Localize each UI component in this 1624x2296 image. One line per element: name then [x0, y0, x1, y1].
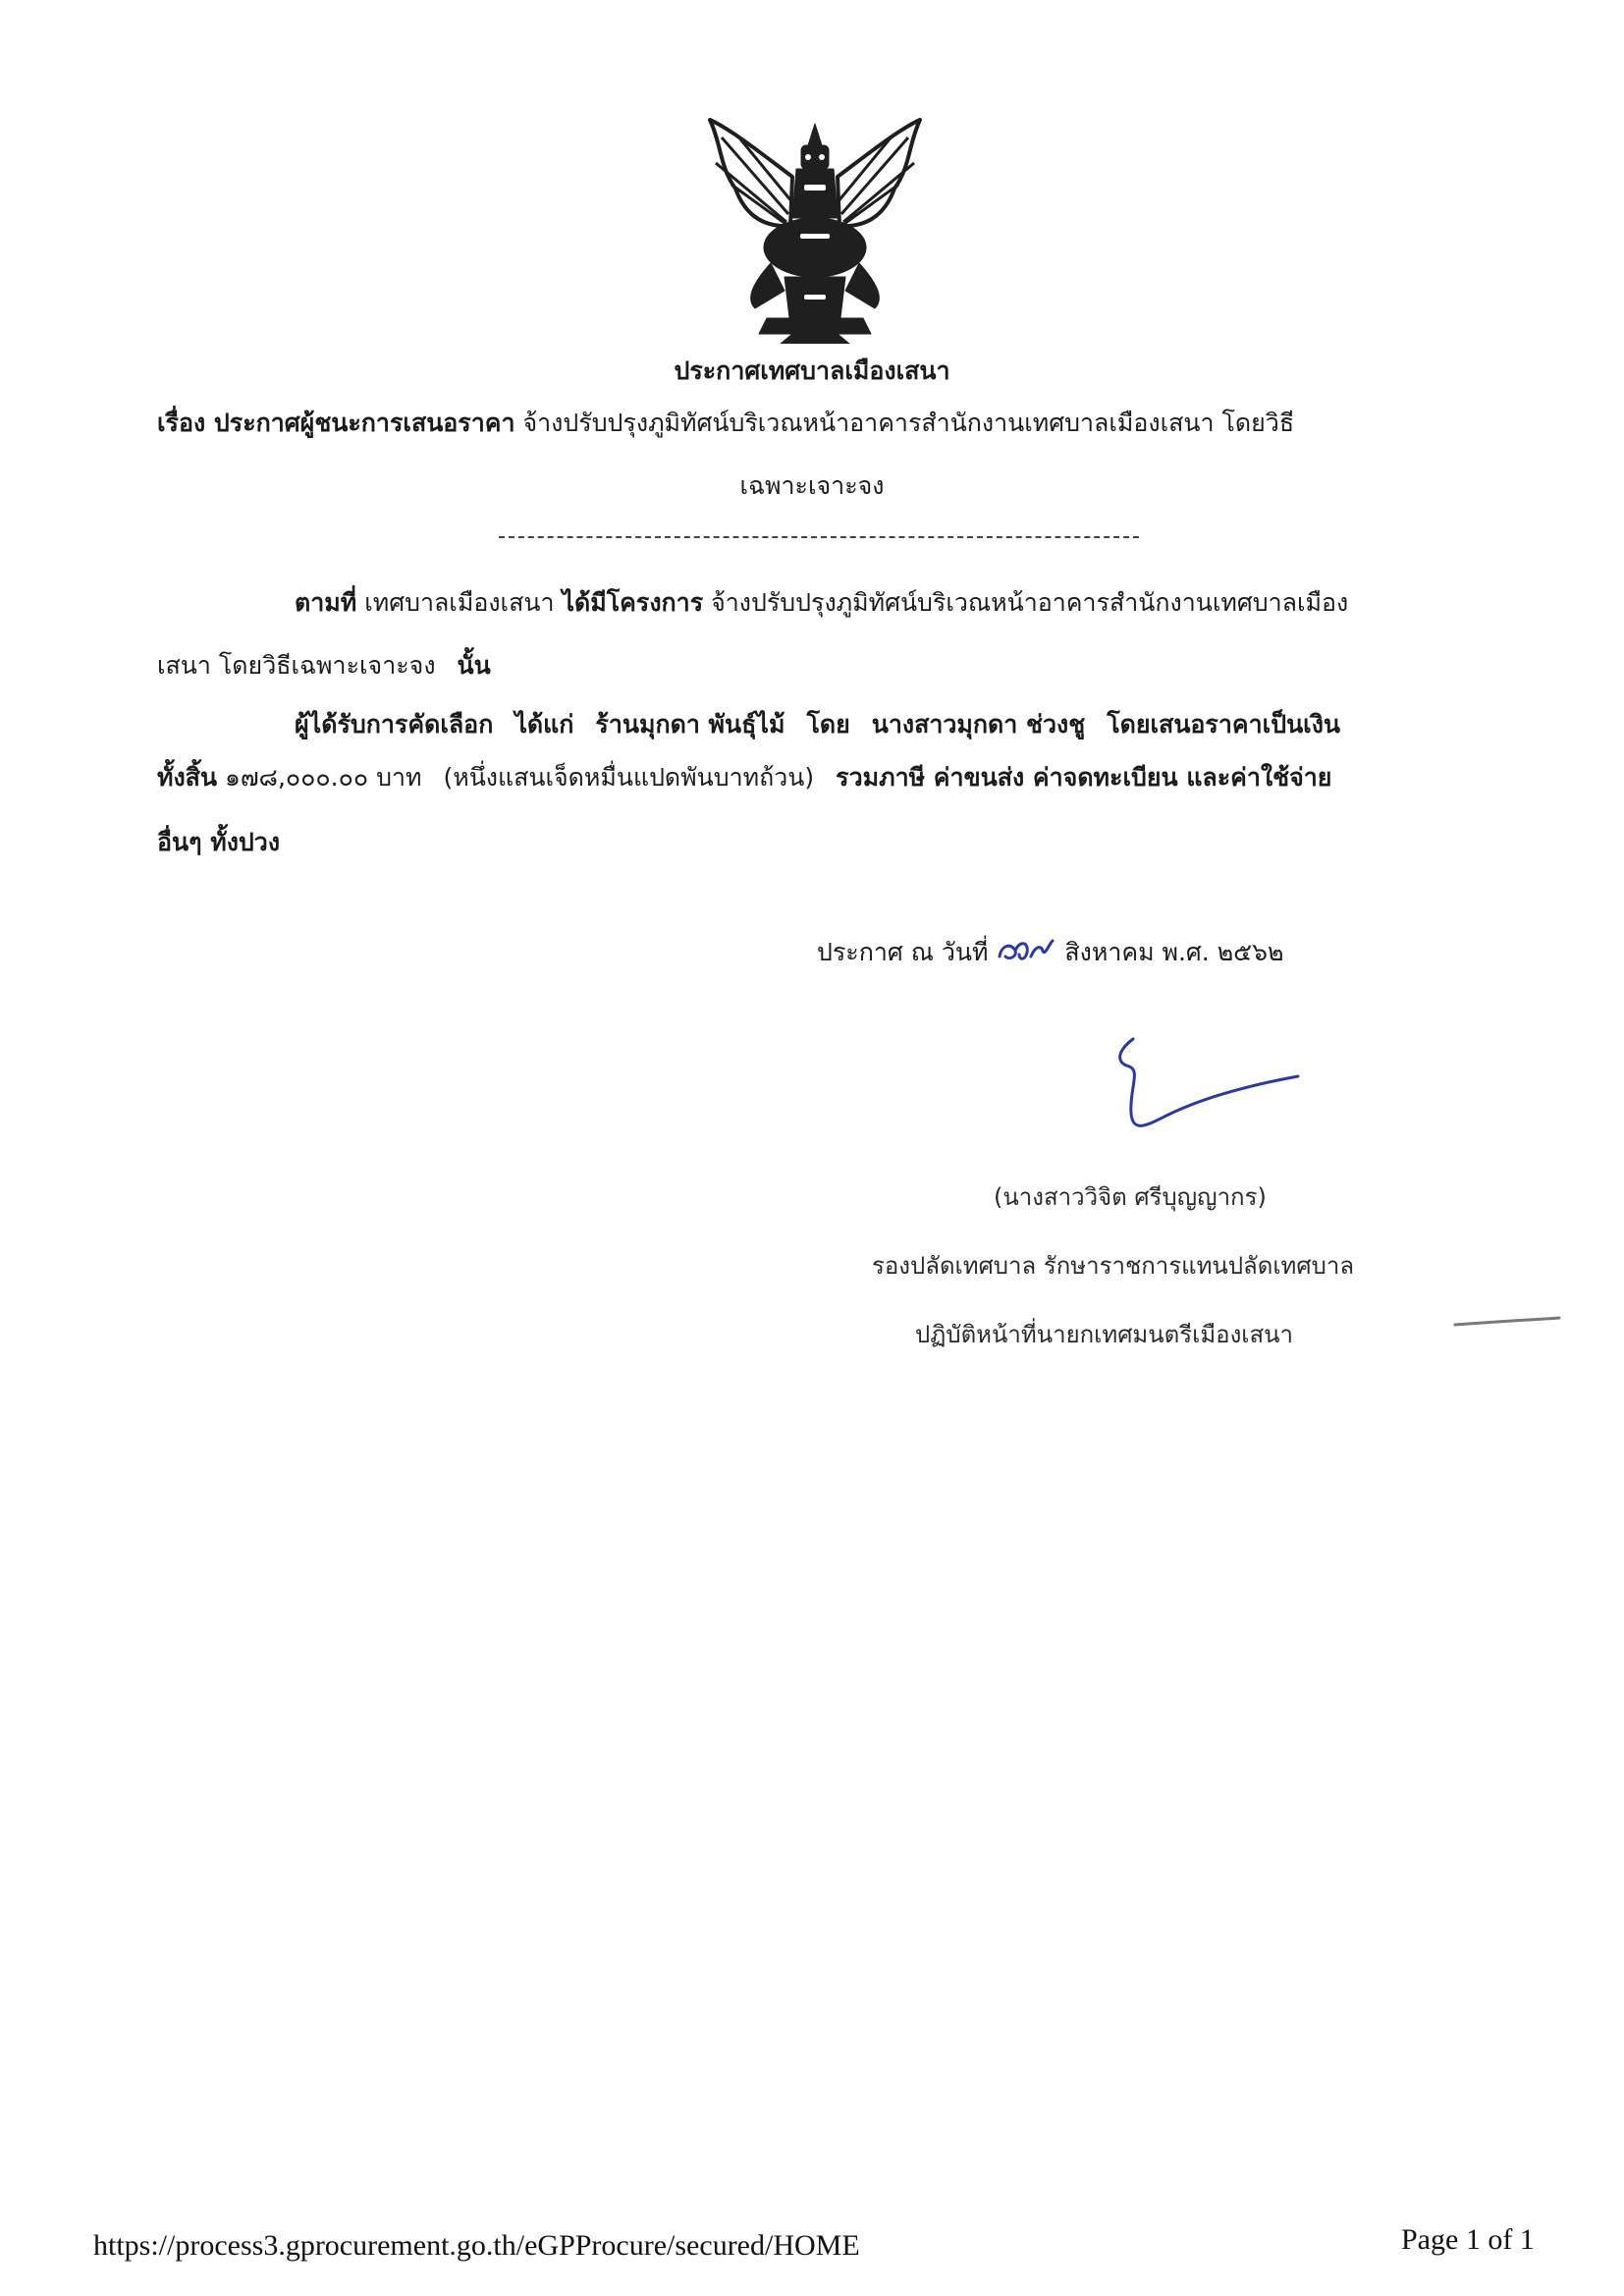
p1-lead: ตามที่	[295, 588, 357, 617]
paragraph-1-line-1	[295, 585, 1348, 621]
paragraph-2-line-2	[157, 760, 1331, 795]
p2-amount: ๑๗๘,๐๐๐.๐๐ บาท	[225, 763, 422, 792]
p2-person: นางสาวมุกดา ช่วงชู	[871, 710, 1086, 738]
subject-text: จ้างปรับปรุงภูมิทัศน์บริเวณหน้าอาคารสำนักงานเทศบาลเมืองเสนา โดยวิธี	[522, 409, 1295, 437]
p2-shop: ร้านมุกดา พันธุ์ไม้	[595, 710, 785, 738]
p2-by: โดย	[806, 710, 850, 738]
date-prefix: ประกาศ ณ วันที่	[817, 938, 989, 966]
p1-end: นั้น	[457, 651, 491, 680]
signatory-position-2: ปฏิบัติหน้าที่นายกเทศมนตรีเมืองเสนา	[915, 1321, 1294, 1348]
garuda-emblem-icon	[702, 116, 928, 344]
paragraph-2-line-1	[295, 707, 1340, 742]
subject-line	[157, 406, 1468, 441]
announcement-title: ประกาศเทศบาลเมืองเสนา	[674, 356, 950, 385]
p2-lead: ผู้ได้รับการคัดเลือก	[295, 710, 494, 738]
paragraph-2-line-3	[157, 825, 280, 860]
p2-offer: โดยเสนอราคาเป็นเงิน	[1107, 710, 1340, 738]
p2-line3: อื่นๆ ทั้งปวง	[157, 828, 281, 856]
footer-page-number: Page 1 of 1	[1401, 2223, 1535, 2256]
p1-line2: เสนา โดยวิธีเฉพาะเจาะจง	[157, 651, 436, 680]
signatory-position-1: รองปลัดเทศบาล รักษาราชการแทนปลัดเทศบาล	[872, 1252, 1355, 1280]
p2-gets: ได้แก่	[514, 710, 574, 738]
subject-label: เรื่อง ประกาศผู้ชนะการเสนอราคา	[157, 409, 515, 437]
p1-org: เทศบาลเมืองเสนา	[364, 588, 555, 617]
footer-url: https://process3.gprocurement.go.th/eGPProcure/secured/HOME	[93, 2229, 860, 2262]
p1-project: จ้างปรับปรุงภูมิทัศน์บริเวณหน้าอาคารสำนักงานเทศบาลเมือง	[711, 588, 1349, 617]
p2-total-label: ทั้งสิ้น	[157, 763, 218, 792]
handwritten-day	[996, 935, 1056, 964]
signatory-name: (นางสาววิจิต ศรีบุญญากร)	[994, 1183, 1267, 1211]
p2-includes: รวมภาษี ค่าขนส่ง ค่าจดทะเบียน และค่าใช้จ่าย	[836, 763, 1332, 792]
dashed-divider	[499, 536, 1139, 538]
p2-amount-words: (หนึ่งแสนเจ็ดหมื่นแปดพันบาทถ้วน)	[443, 763, 815, 792]
date-month-year: สิงหาคม พ.ศ. ๒๕๖๒	[1064, 938, 1284, 966]
announcement-date	[817, 935, 1283, 970]
scan-mark	[1453, 1316, 1561, 1328]
subject-text-continued: เฉพาะเจาะจง	[739, 471, 885, 500]
paragraph-1-line-2	[157, 648, 491, 683]
p1-mid: ได้มีโครงการ	[562, 588, 704, 617]
handwritten-signature	[1108, 1031, 1304, 1139]
